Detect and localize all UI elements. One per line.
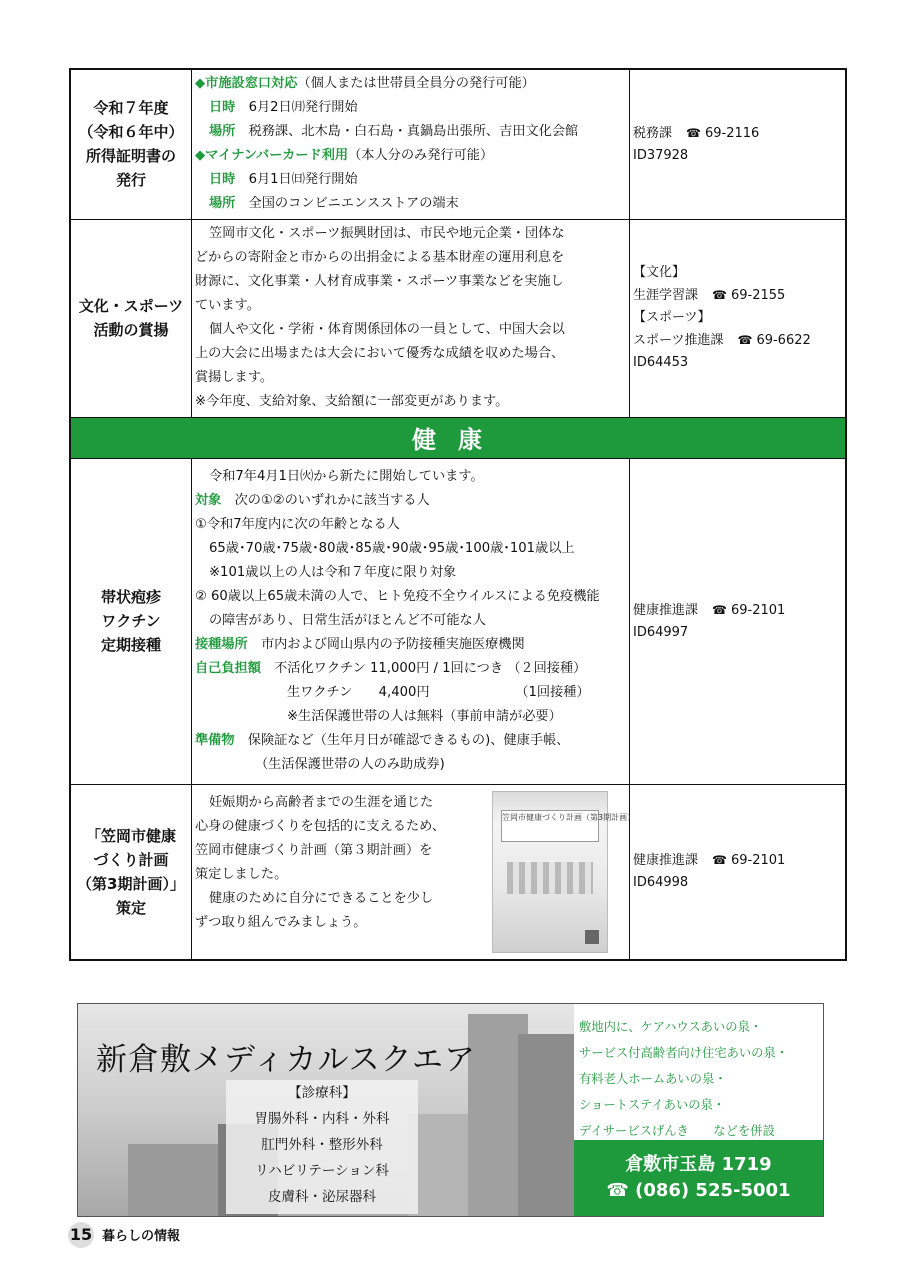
footer-label: 暮らしの情報 bbox=[102, 1229, 181, 1244]
departments-box: 【診療科】 胃腸外科・内科・外科 肛門外科・整形外科 リハビリテーション科 皮膚科・泌尿器科 bbox=[226, 1080, 418, 1214]
phone-icon: ☎ bbox=[712, 853, 727, 868]
people-illustration-icon bbox=[507, 862, 593, 894]
row-contact: 健康推進課 ☎ 69-2101 ID64997 bbox=[630, 458, 847, 784]
row-label: 令和７年度 （令和６年中） 所得証明書の 発行 bbox=[70, 69, 192, 219]
row-label: 文化・スポーツ 活動の賞揚 bbox=[70, 219, 192, 417]
page-number: 15 bbox=[68, 1222, 94, 1248]
info-table bbox=[69, 68, 847, 961]
section-title: 健康 bbox=[70, 417, 846, 458]
row-description: ◆市施設窓口対応（個人または世帯員全員分の発行可能） 日時 6月2日㈪発行開始 場所 税務課、北木島・白石島・真鍋島出張所、吉田文化会館 ◆マイナンバーカード利用（本人分のみ発行可能） 日時 6月1日㈰発行開始 場所 全国のコンビニエンスストアの端末 bbox=[192, 69, 630, 219]
row-contact: 税務課 ☎ 69-2116 ID37928 bbox=[630, 69, 847, 219]
row-label: 帯状疱疹 ワクチン 定期接種 bbox=[70, 458, 192, 784]
phone-icon: ☎ bbox=[712, 288, 727, 302]
row-description: 笠岡市健康づくり計画（第3期計画） 妊娠期から高齢者までの生涯を通じた 心身の健康づくりを包括的に支えるため、 笠岡市健康づくり計画（第３期計画）を 策定しました。 健康のために自分にできることを少し ずつ取り組んでみましょう。 bbox=[192, 784, 630, 960]
plan-cover-thumbnail: 笠岡市健康づくり計画（第3期計画） bbox=[492, 791, 608, 953]
facility-list: 敷地内に、ケアハウスあいの泉・ サービス付高齢者向け住宅あいの泉・ 有料老人ホームあいの泉・ ショートステイあいの泉・ デイサービスげんき などを併設 bbox=[579, 1020, 789, 1138]
phone-icon: ☎ bbox=[606, 1180, 629, 1201]
section-header bbox=[70, 417, 846, 458]
row-keikaku bbox=[70, 784, 846, 960]
phone-icon: ☎ bbox=[712, 602, 727, 617]
row-contact: 健康推進課 ☎ 69-2101 ID64998 bbox=[630, 784, 847, 960]
qr-code-icon bbox=[585, 930, 599, 944]
ad-contact: 倉敷市玉島 1719 ☎ (086) 525-5001 bbox=[574, 1140, 823, 1216]
page-footer bbox=[68, 1222, 180, 1248]
row-contact: 【文化】 生涯学習課 ☎ 69-2155 【スポーツ】 スポーツ推進課 ☎ 69-6622 ID64453 bbox=[630, 219, 847, 417]
row-taijo bbox=[70, 458, 846, 784]
ad-info bbox=[574, 1004, 823, 1216]
phone-icon: ☎ bbox=[686, 125, 701, 140]
row-description: 令和7年4月1日㈫から新たに開始しています。 対象 次の①②のいずれかに該当する人 ①令和7年度内に次の年齢となる人 65歳･70歳･75歳･80歳･85歳･90歳･95歳･100歳･101歳以上 ※101歳以上の人は令和７年度に限り対象 ② 60歳以上65歳未満の人で、ヒト免疫不全ウイルスによる免疫機能 の障害があり、日常生活がほとんど不可能な人 接種場所 市内および岡山県内の予防接種実施医療機関 自己負担額 不活化ワクチン 11,000円 / 1回につき （２回接種） 生ワクチン 4,400円 （1回接種） ※生活保護世帯の人は無料（事前申請が必要） 準備物 保険証など（生年月日が確認できるもの)、健康手帳、 （生活保護世帯の人のみ助成券) bbox=[192, 458, 630, 784]
hospital-photo bbox=[78, 1004, 574, 1216]
row-bunka bbox=[70, 219, 846, 417]
row-description: 笠岡市文化・スポーツ振興財団は、市民や地元企業・団体な どからの寄附金と市からの出捐金による基本財産の運用利息を 財源に、文化事業・人材育成事業・スポーツ事業などを実施し ています。 個人や文化・学術・体育関係団体の一員として、中国大会以 上の大会に出場または大会において優秀な成績を収めた場合、 賞揚します。 ※今年度、支給対象、支給額に一部変更があります。 bbox=[192, 219, 630, 417]
row-shotoku bbox=[70, 69, 846, 219]
row-label: 「笠岡市健康 づくり計画 （第3期計画）」 策定 bbox=[70, 784, 192, 960]
phone-icon: ☎ bbox=[737, 333, 753, 347]
ad-title: 新倉敷メディカルスクエア bbox=[96, 1042, 476, 1078]
advertisement bbox=[77, 1003, 824, 1217]
